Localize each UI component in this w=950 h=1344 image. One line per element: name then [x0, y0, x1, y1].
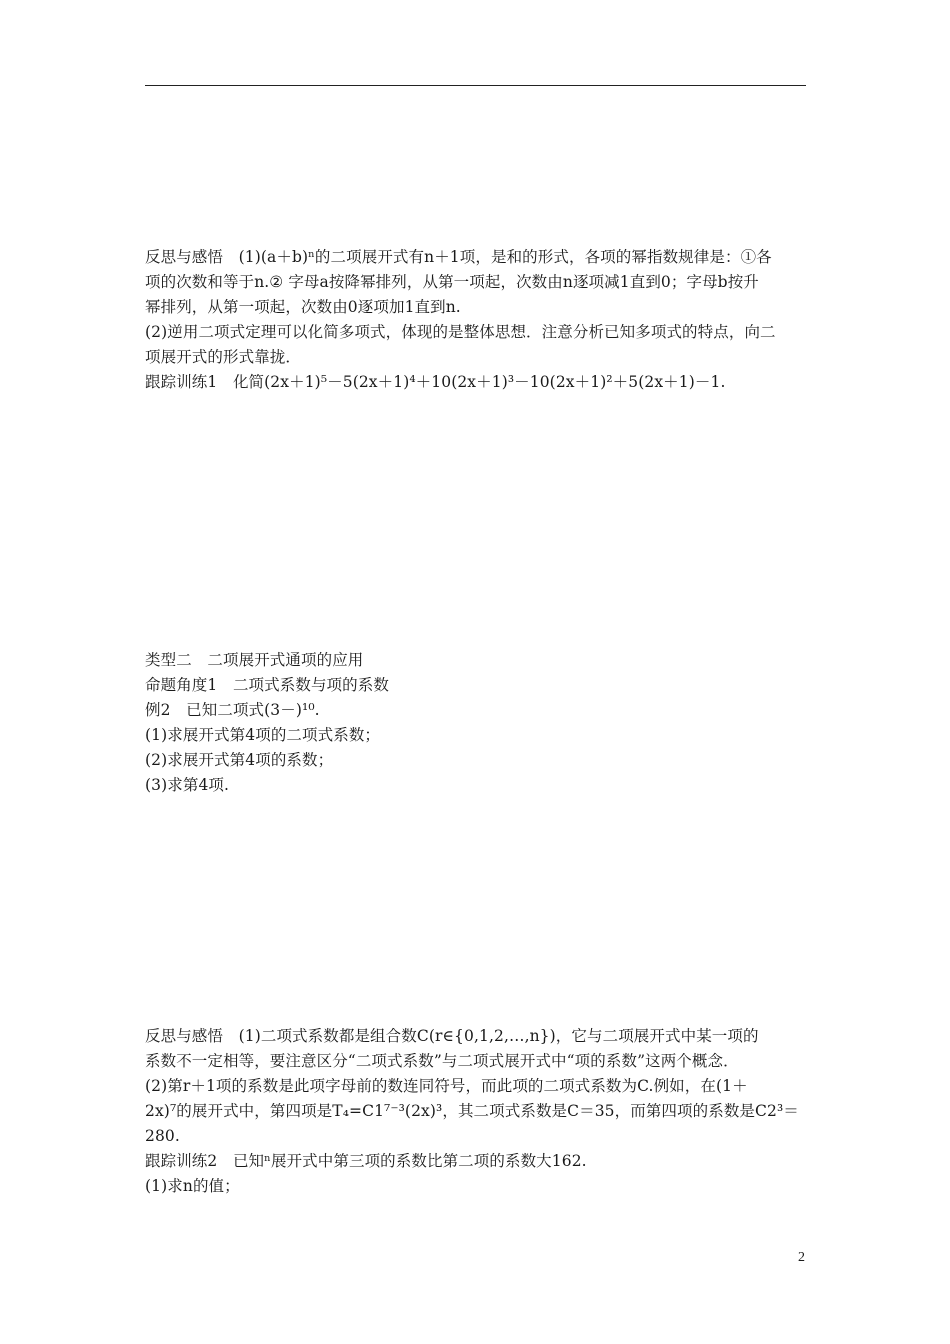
- question-item: (1)求展开式第4项的二项式系数；: [145, 726, 381, 744]
- text-line: 幂排列，从第一项起，次数由0逐项加1直到n.: [145, 298, 461, 316]
- example-2: 例2 已知二项式(3－)¹⁰.: [145, 701, 320, 719]
- text-line: (2)第r＋1项的系数是此项字母前的数连同符号，而此项的二项式系数为C.例如，在(1＋: [145, 1077, 748, 1095]
- section-heading: 类型二 二项展开式通项的应用: [145, 651, 364, 669]
- text-line: 项展开式的形式靠拢．: [145, 348, 302, 366]
- text-line: 反思与感悟 (1)二项式系数都是组合数C(r∈{0,1,2,…,n})，它与二项展开式中某一项的: [145, 1027, 759, 1045]
- header-rule: [145, 85, 806, 86]
- question-item: (2)求展开式第4项的系数；: [145, 751, 334, 769]
- text-line: 280.: [145, 1127, 180, 1145]
- text-line: 反思与感悟 (1)(a＋b)ⁿ的二项展开式有n＋1项，是和的形式，各项的幂指数规律是：①各: [145, 248, 772, 266]
- exercise-2: 跟踪训练2 已知ⁿ展开式中第三项的系数比第二项的系数大162.: [145, 1152, 587, 1170]
- text-line: (2)逆用二项式定理可以化简多项式，体现的是整体思想．注意分析已知多项式的特点，向二: [145, 323, 776, 341]
- text-line: 项的次数和等于n.② 字母a按降幂排列，从第一项起，次数由n逐项减1直到0；字母b按升: [145, 273, 759, 291]
- subsection-heading: 命题角度1 二项式系数与项的系数: [145, 676, 389, 694]
- text-line: 系数不一定相等，要注意区分“二项式系数”与二项式展开式中“项的系数”这两个概念．: [145, 1052, 739, 1070]
- question-item: (3)求第4项.: [145, 776, 230, 794]
- exercise-1: 跟踪训练1 化简(2x＋1)⁵－5(2x＋1)⁴＋10(2x＋1)³－10(2x＋1)²＋5(2x＋1)－1.: [145, 373, 726, 391]
- question-item: (1)求n的值；: [145, 1177, 240, 1195]
- text-line: 2x)⁷的展开式中，第四项是T₄=C1⁷⁻³(2x)³，其二项式系数是C＝35，而第四项的系数是C2³＝: [145, 1102, 799, 1120]
- page-number: 2: [798, 1250, 805, 1265]
